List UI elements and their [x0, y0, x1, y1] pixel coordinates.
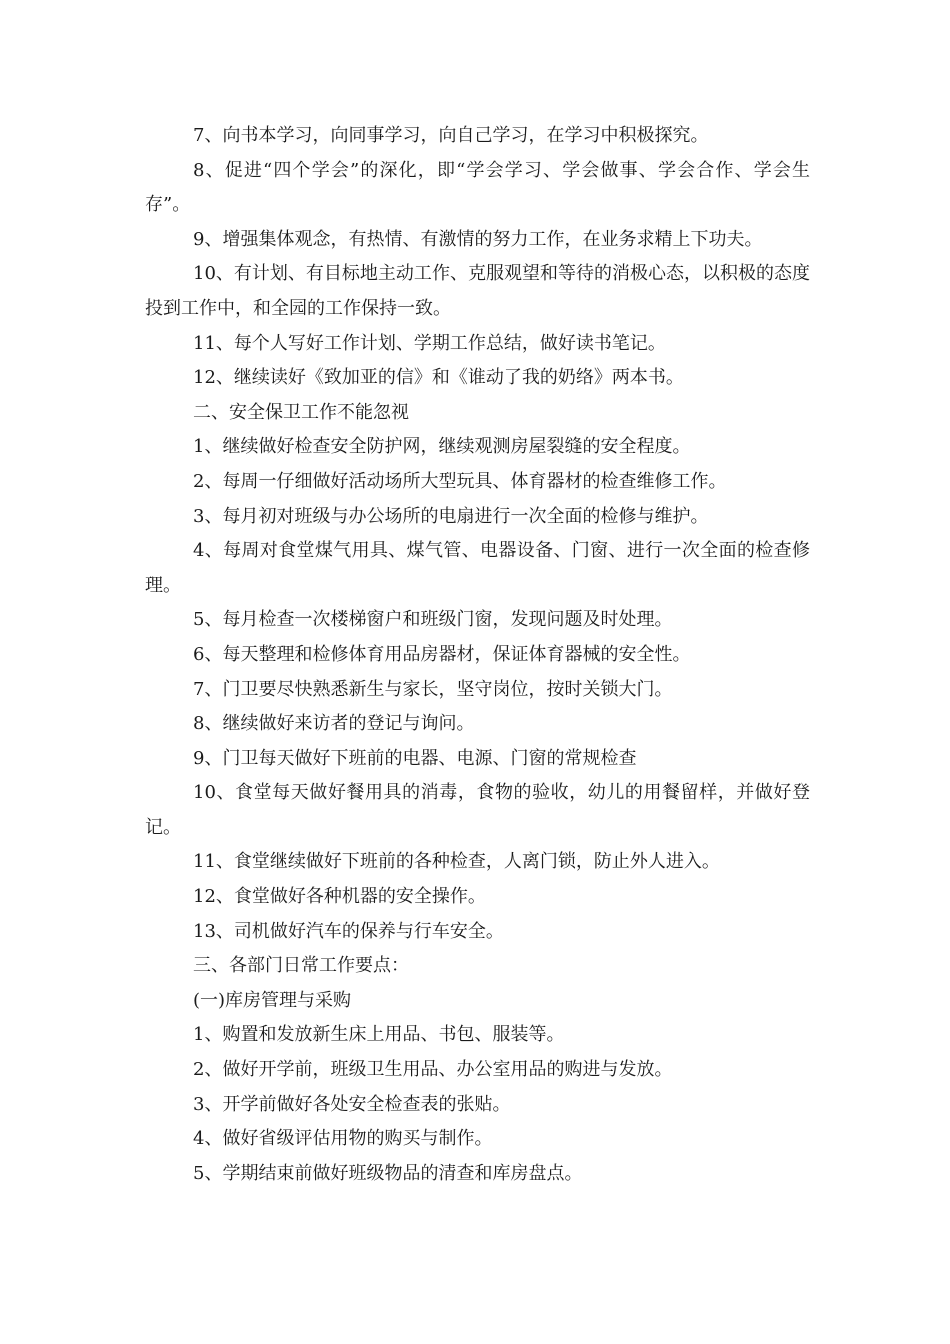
- paragraph: 8、促进“四个学会”的深化，即“学会学习、学会做事、学会合作、学会生存”。: [145, 159, 810, 216]
- paragraph: 12、继续读好《致加亚的信》和《谁动了我的奶络》两本书。: [193, 367, 684, 389]
- paragraph: 13、司机做好汽车的保养与行车安全。: [193, 920, 504, 942]
- paragraph: 1、继续做好检查安全防护网，继续观测房屋裂缝的安全程度。: [193, 436, 691, 458]
- paragraph: 9、增强集体观念，有热情、有激情的努力工作，在业务求精上下功夫。: [193, 228, 763, 250]
- paragraph: 7、向书本学习，向同事学习，向自己学习，在学习中积极探究。: [193, 125, 709, 146]
- paragraph: 2、每周一仔细做好活动场所大型玩具、体育器材的检查维修工作。: [193, 470, 727, 492]
- paragraph: 10、有计划、有目标地主动工作、克服观望和等待的消极心态，以积极的态度投到工作中，和全园的工作保持一致。: [145, 263, 810, 319]
- document-body: [145, 119, 810, 1191]
- subsection-heading: (一)库房管理与采购: [193, 989, 352, 1011]
- paragraph: 2、做好开学前，班级卫生用品、办公室用品的购进与发放。: [193, 1059, 673, 1081]
- section-heading: 三、各部门日常工作要点：: [193, 955, 409, 977]
- paragraph: 3、开学前做好各处安全检查表的张贴。: [193, 1093, 511, 1115]
- paragraph: 3、每月初对班级与办公场所的电扇进行一次全面的检修与维护。: [193, 505, 709, 527]
- paragraph: 4、做好省级评估用物的购买与制作。: [193, 1128, 493, 1150]
- paragraph: 6、每天整理和检修体育用品房器材，保证体育器械的安全性。: [193, 643, 691, 665]
- paragraph: 10、食堂每天做好餐用具的消毒，食物的验收，幼儿的用餐留样，并做好登记。: [145, 782, 810, 838]
- paragraph: 11、食堂继续做好下班前的各种检查，人离门锁，防止外人进入。: [193, 851, 720, 873]
- paragraph: 5、学期结束前做好班级物品的清查和库房盘点。: [193, 1162, 583, 1184]
- paragraph: 4、每周对食堂煤气用具、煤气管、电器设备、门窗、进行一次全面的检查修理。: [145, 540, 810, 596]
- paragraph: 12、食堂做好各种机器的安全操作。: [193, 886, 486, 908]
- paragraph: 5、每月检查一次楼梯窗户和班级门窗，发现问题及时处理。: [193, 609, 673, 631]
- section-heading: 二、安全保卫工作不能忽视: [193, 401, 409, 423]
- paragraph: 8、继续做好来访者的登记与询问。: [193, 713, 475, 735]
- paragraph: 9、门卫每天做好下班前的电器、电源、门窗的常规检查: [193, 747, 637, 769]
- paragraph: 11、每个人写好工作计划、学期工作总结，做好读书笔记。: [193, 332, 666, 354]
- paragraph: 1、购置和发放新生床上用品、书包、服装等。: [193, 1024, 565, 1046]
- paragraph: 7、门卫要尽快熟悉新生与家长，坚守岗位，按时关锁大门。: [193, 678, 673, 700]
